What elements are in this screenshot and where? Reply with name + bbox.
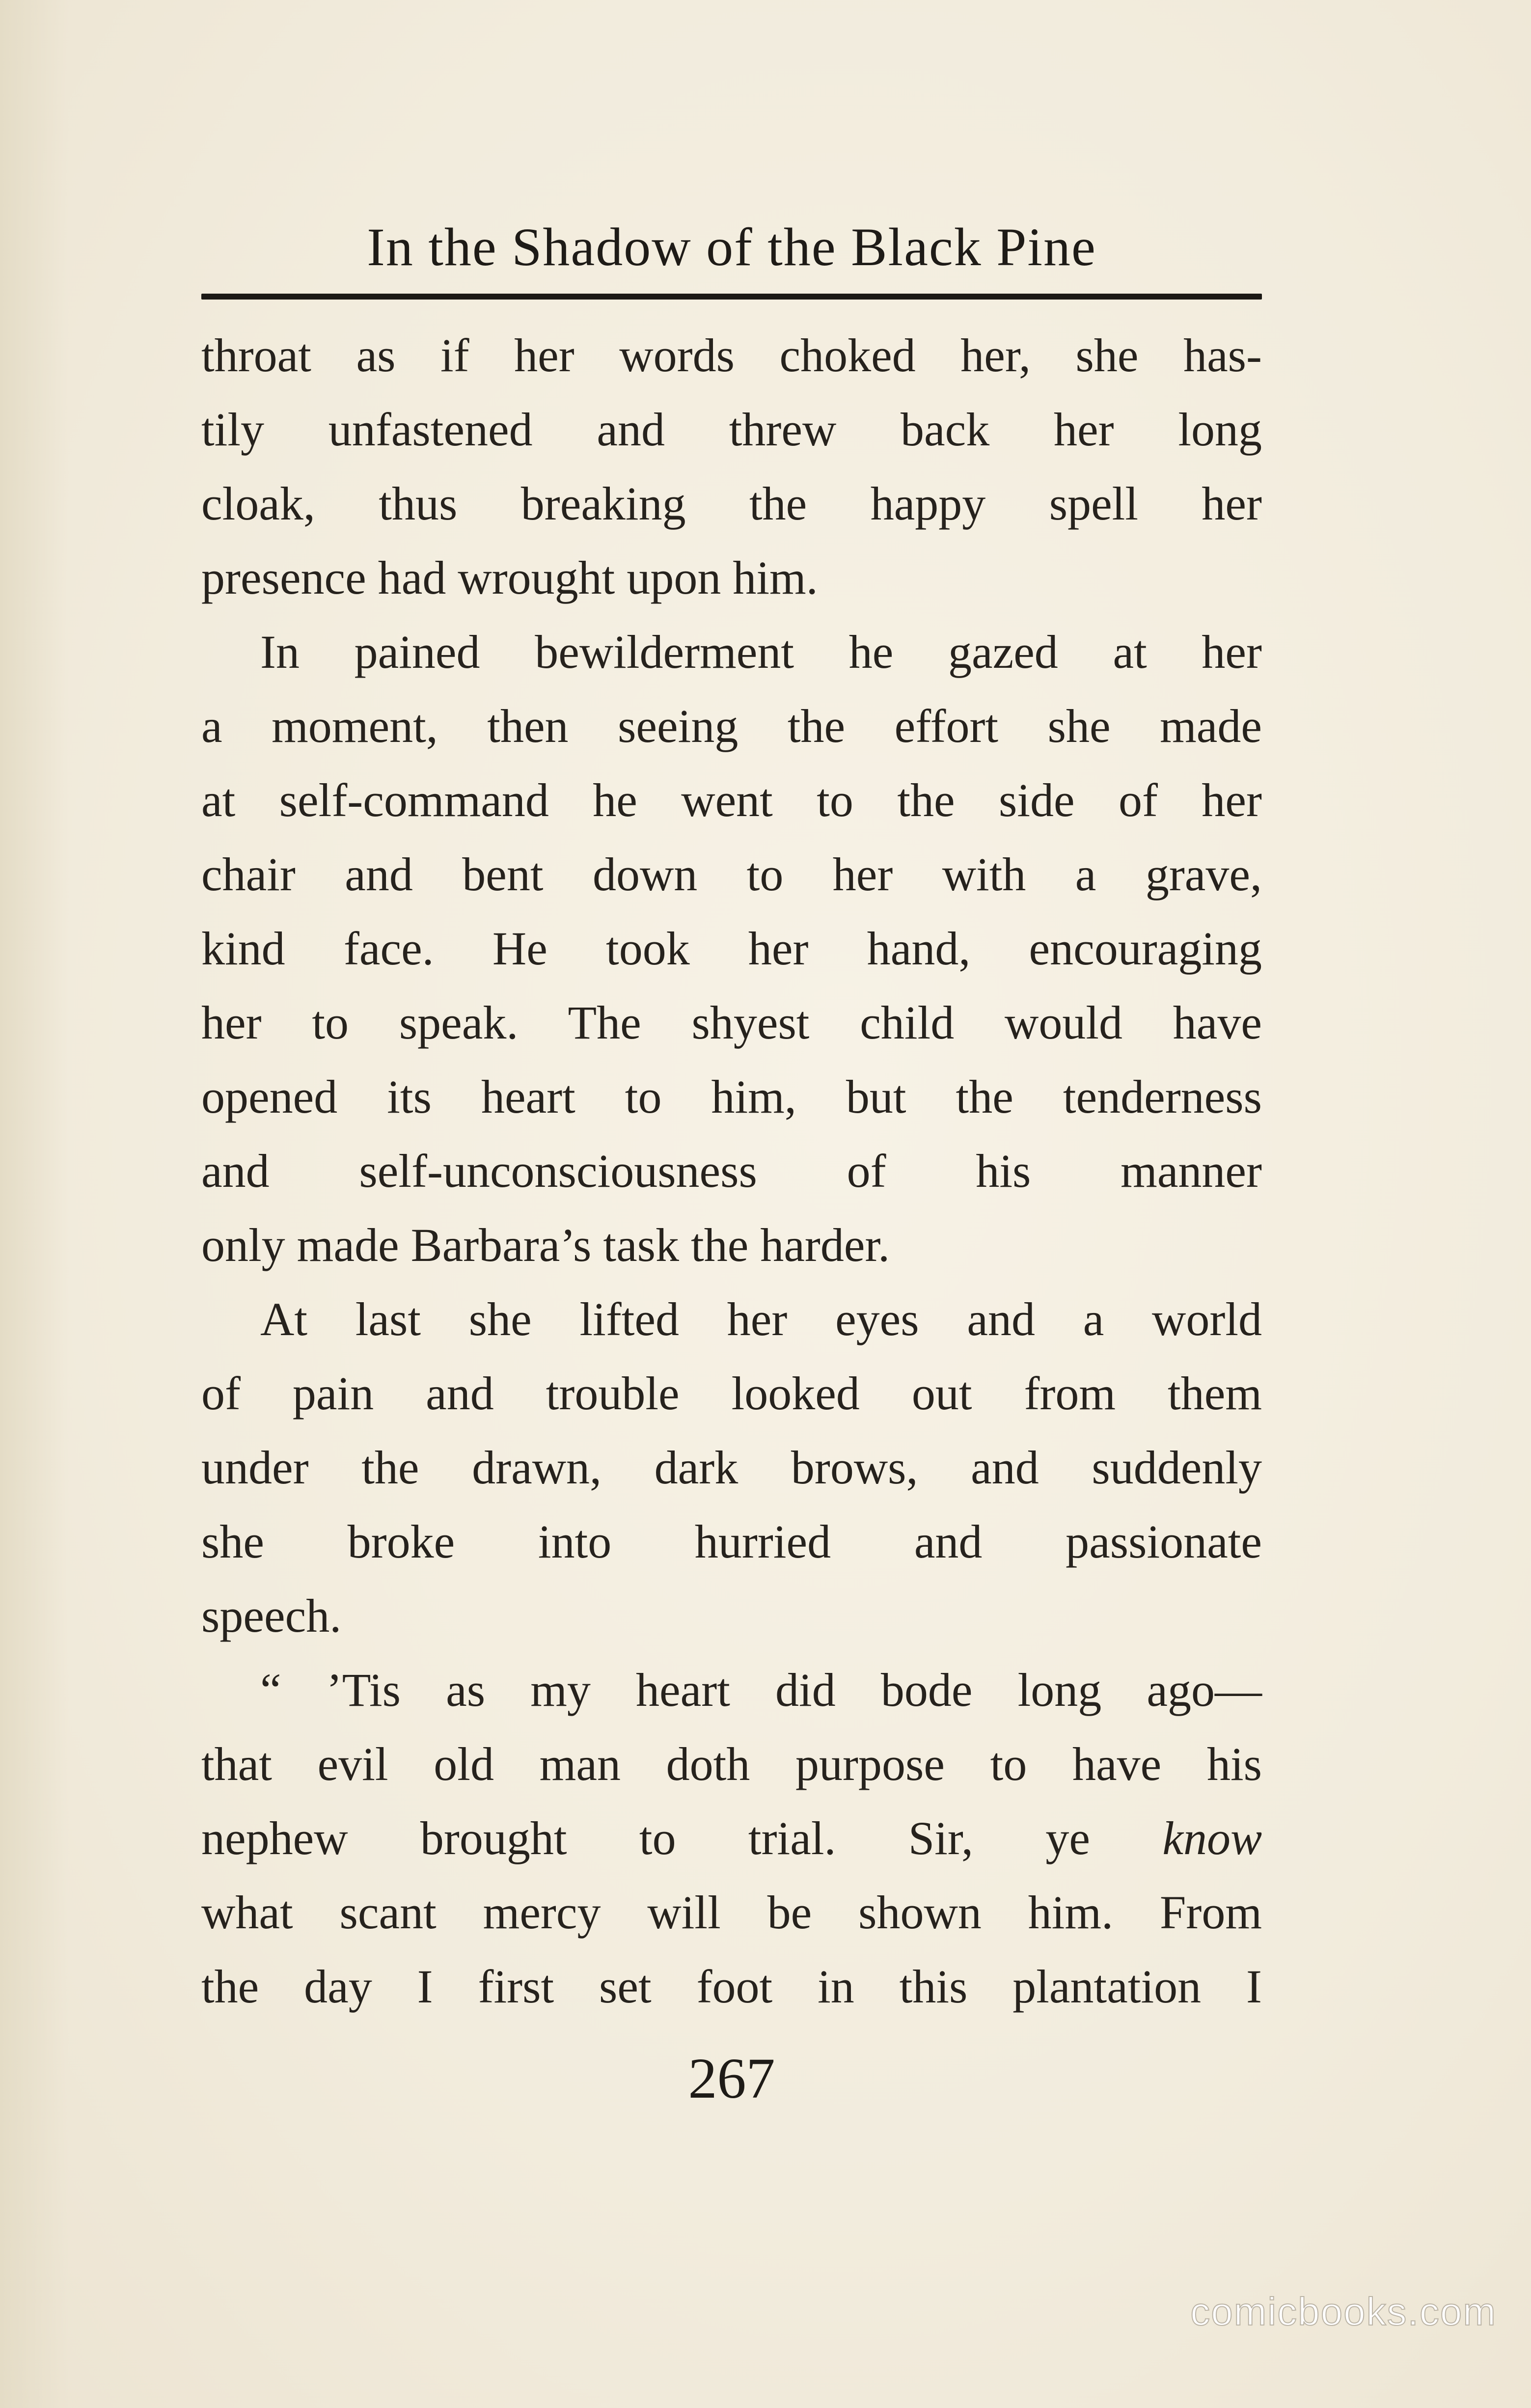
running-head: In the Shadow of the Black Pine (367, 217, 1096, 277)
text-line: kind face. He took her hand, encouraging (201, 922, 1262, 975)
text-line: throat as if her words choked her, she has- (201, 329, 1262, 382)
text-line: cloak, thus breaking the happy spell her (201, 477, 1262, 530)
gutter-shadow (0, 0, 69, 2408)
text-line: the day I first set foot in this plantation I (201, 1960, 1262, 2013)
body-text (201, 318, 1262, 2024)
text-line: at self-command he went to the side of her (201, 774, 1262, 826)
text-line: nephew brought to trial. Sir, ye know (201, 1812, 1262, 1864)
text-line: of pain and trouble looked out from them (201, 1367, 1262, 1420)
text-line: presence had wrought upon him. (201, 551, 818, 604)
page-number: 267 (688, 2046, 775, 2110)
text-line: what scant mercy will be shown him. From (201, 1886, 1262, 1939)
text-line: In pained bewilderment he gazed at her (260, 626, 1262, 678)
text-line: and self-unconsciousness of his manner (201, 1145, 1262, 1197)
text-line: tily unfastened and threw back her long (201, 403, 1262, 456)
text-line: that evil old man doth purpose to have his (201, 1738, 1262, 1790)
text-line: a moment, then seeing the effort she made (201, 700, 1262, 752)
text-line: her to speak. The shyest child would have (201, 996, 1262, 1049)
watermark: comicbooks.com (1190, 2290, 1497, 2333)
text-line: At last she lifted her eyes and a world (260, 1293, 1262, 1345)
emphasis-text: know (1162, 1812, 1262, 1864)
header-rule (201, 294, 1262, 300)
text-line: “ ’Tis as my heart did bode long ago— (260, 1664, 1262, 1716)
text-line: speech. (201, 1589, 342, 1642)
text-line: only made Barbara’s task the harder. (201, 1219, 890, 1271)
text-line: under the drawn, dark brows, and suddenly (201, 1441, 1262, 1494)
text-line: chair and bent down to her with a grave, (201, 848, 1262, 901)
text-line: opened its heart to him, but the tenderness (201, 1070, 1262, 1123)
text-line: she broke into hurried and passionate (201, 1515, 1262, 1568)
